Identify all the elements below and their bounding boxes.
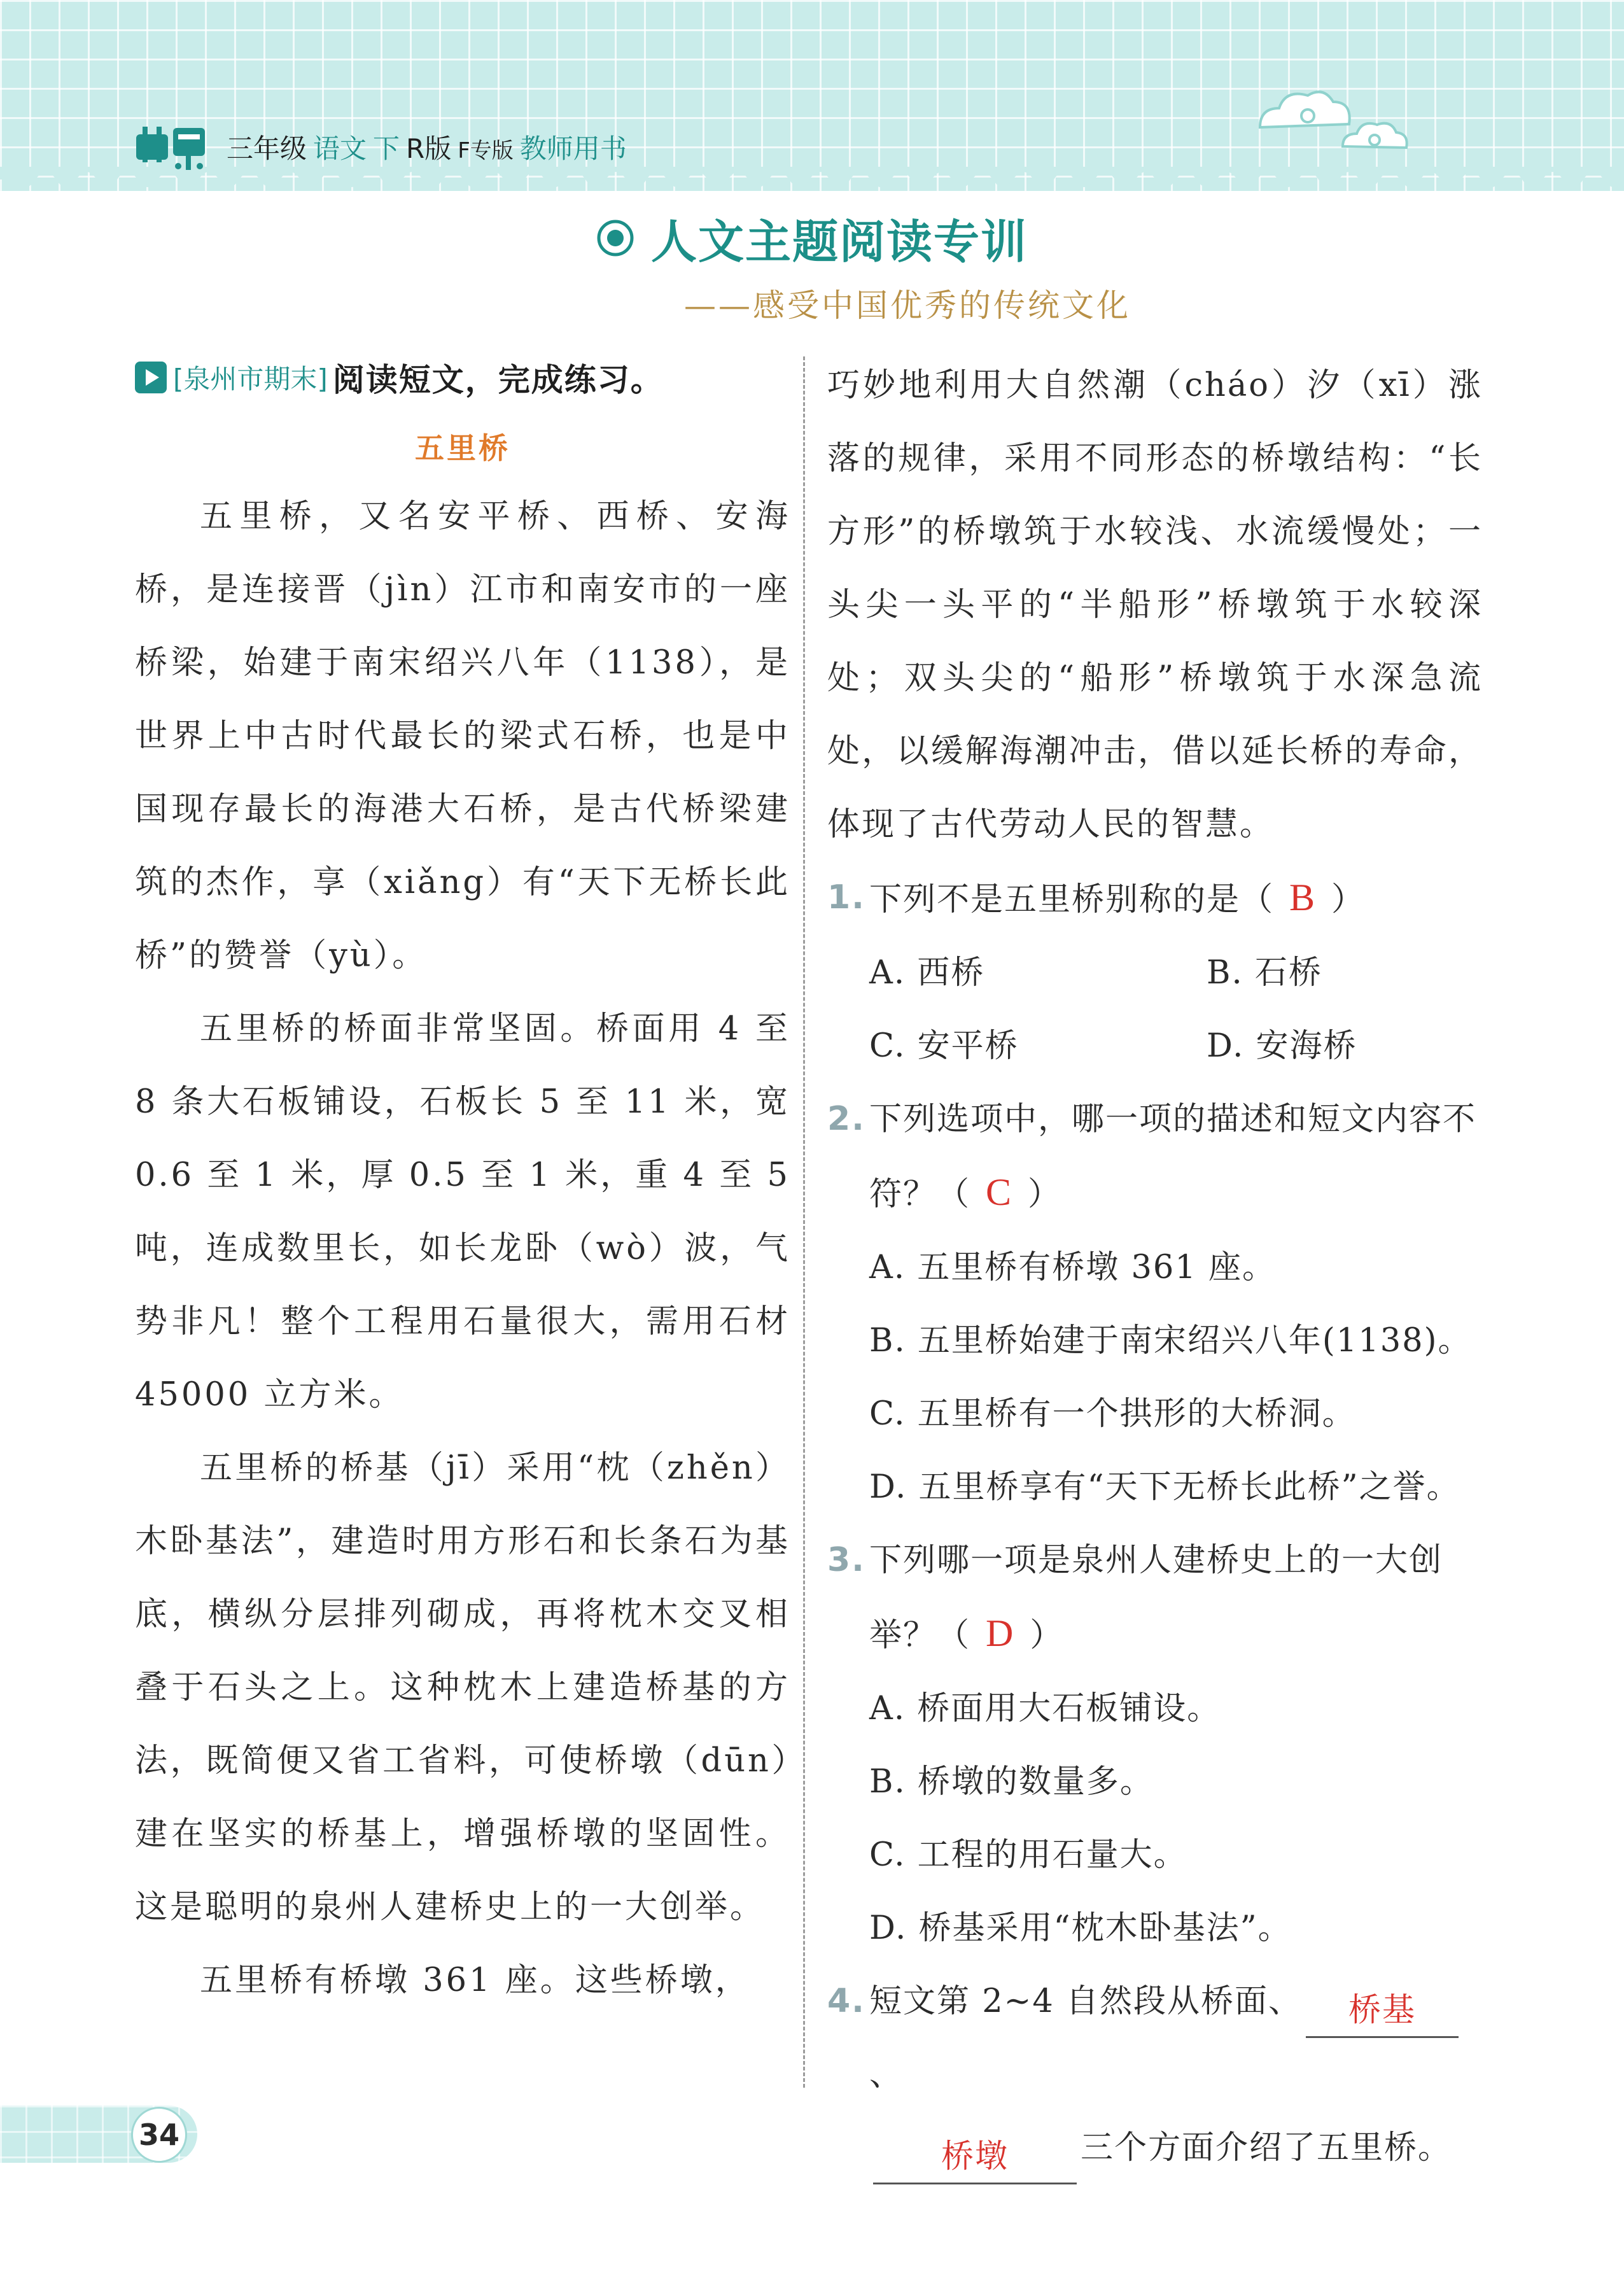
- cloud-icon: [1247, 76, 1413, 159]
- passage-paragraph-1: 五里桥，又名安平桥、西桥、安海桥，是连接晋（jìn）江市和南安市的一座桥梁，始建于南宋绍兴八年（1138），是世界上中古时代最长的梁式石桥，也是中国现存最长的海港大石桥，是古代桥梁建筑的杰作，享（xiǎng）有“天下无桥长此桥”的赞誉（yù）。: [135, 498, 790, 974]
- passage-title: 五里桥: [415, 431, 510, 465]
- options-list: [827, 1231, 1483, 1524]
- option-a: A. 五里桥有桥墩 361 座。: [869, 1249, 1277, 1286]
- brand-grade: 三年级: [227, 133, 307, 164]
- brand-subject: 语文: [313, 133, 367, 164]
- question-2: [827, 1083, 1483, 1524]
- question-stem: 下列哪一项是泉州人建桥史上的一大创举？（: [869, 1542, 1443, 1654]
- dianshi-logo-icon: [134, 122, 210, 172]
- brand-special: F专版: [458, 138, 514, 164]
- question-stem: 下列选项中，哪一项的描述和短文内容不符？（: [869, 1100, 1477, 1213]
- brand-volume: 下: [373, 133, 400, 164]
- title-row: [0, 205, 1624, 271]
- options-grid: [827, 936, 1483, 1083]
- option-b: B. 五里桥始建于南宋绍兴八年(1138)。: [869, 1322, 1472, 1360]
- exercise-header: [135, 349, 790, 406]
- right-column: [827, 349, 1483, 2184]
- instruction-text: 阅读短文，完成练习。: [332, 362, 664, 398]
- option-c: C. 五里桥有一个拱形的大桥洞。: [869, 1395, 1356, 1433]
- question-stem-end: ）: [1331, 881, 1366, 918]
- option-c: C. 工程的用石量大。: [869, 1836, 1187, 1874]
- page-title-wrap: [596, 205, 1028, 271]
- question-stem-end: ）: [1030, 1617, 1064, 1654]
- question-stem-sep: 、: [869, 2056, 904, 2093]
- option-a: A. 西桥: [869, 954, 985, 992]
- brand-bar: [134, 118, 627, 176]
- question-stem: 下列不是五里桥别称的是（: [869, 881, 1275, 918]
- question-stem: 短文第 2~4 自然段从桥面、: [869, 1983, 1303, 2020]
- answer-choice: C: [986, 1171, 1013, 1213]
- page-title: 人文主题阅读专训: [650, 215, 1028, 269]
- brand-teacher-book: 教师用书: [519, 133, 627, 164]
- option-d: D. 安海桥: [1207, 1027, 1357, 1065]
- option-d: D. 五里桥享有“天下无桥长此桥”之誉。: [869, 1468, 1460, 1506]
- column-divider: [803, 356, 805, 2088]
- option-a: A. 桥面用大石板铺设。: [869, 1690, 1221, 1727]
- question-3: [827, 1524, 1483, 1965]
- answer-blank-1[interactable]: 桥基: [1306, 1985, 1459, 2038]
- passage-paragraph-4: 五里桥有桥墩 361 座。这些桥墩，: [200, 1962, 750, 1999]
- option-d: D. 桥基采用“枕木卧基法”。: [869, 1909, 1292, 1947]
- question-stem-end: 三个方面介绍了五里桥。: [1081, 2129, 1452, 2167]
- brand-edition: R版: [406, 133, 452, 164]
- question-4: [827, 1965, 1483, 2184]
- question-number: 4.: [827, 1982, 865, 2020]
- question-number: 3.: [827, 1541, 865, 1579]
- question-1: [827, 861, 1483, 1083]
- answer-choice: B: [1289, 876, 1317, 918]
- options-list: [827, 1672, 1483, 1965]
- page-subtitle: ——感受中国优秀的传统文化: [684, 287, 1131, 324]
- passage-paragraph-2: 五里桥的桥面非常坚固。桥面用 4 至 8 条大石板铺设，石板长 5 至 11 米，宽 0.6 至 1 米，厚 0.5 至 1 米，重 4 至 5 吨，连成数里长，如长龙卧（wò）波，气势非凡！整个工程用石量很大，需用石材 45000 立方米。: [135, 1010, 790, 1414]
- page-number: 34: [131, 2107, 187, 2163]
- answer-choice: D: [986, 1612, 1015, 1654]
- option-b: B. 石桥: [1207, 954, 1322, 992]
- question-stem-end: ）: [1028, 1176, 1062, 1213]
- answer-blank-2[interactable]: 桥墩: [873, 2132, 1077, 2184]
- question-number: 1.: [827, 878, 865, 917]
- play-icon: [135, 362, 167, 393]
- option-c: C. 安平桥: [869, 1027, 1019, 1065]
- question-number: 2.: [827, 1100, 865, 1138]
- source-tag: [泉州市期末]: [173, 363, 328, 395]
- passage-continuation: 巧妙地利用大自然潮（cháo）汐（xī）涨落的规律，采用不同形态的桥墩结构：“长方形”的桥墩筑于水较浅、水流缓慢处；一头尖一头平的“半船形”桥墩筑于水较深处；双头尖的“船形”桥墩筑于水深急流处，以缓解海潮冲击，借以延长桥的寿命，体现了古代劳动人民的智慧。: [827, 367, 1483, 843]
- option-b: B. 桥墩的数量多。: [869, 1763, 1154, 1801]
- left-column: [135, 349, 790, 2017]
- bullseye-icon: [596, 219, 634, 257]
- passage-paragraph-3: 五里桥的桥基（jī）采用“枕（zhěn）木卧基法”，建造时用方形石和长条石为基底，横纵分层排列砌成，再将枕木交叉相叠于石头之上。这种枕木上建造桥基的方法，既简便又省工省料，可使桥墩（dūn）建在坚实的桥基上，增强桥墩的坚固性。这是聪明的泉州人建桥史上的一大创举。: [135, 1449, 790, 1926]
